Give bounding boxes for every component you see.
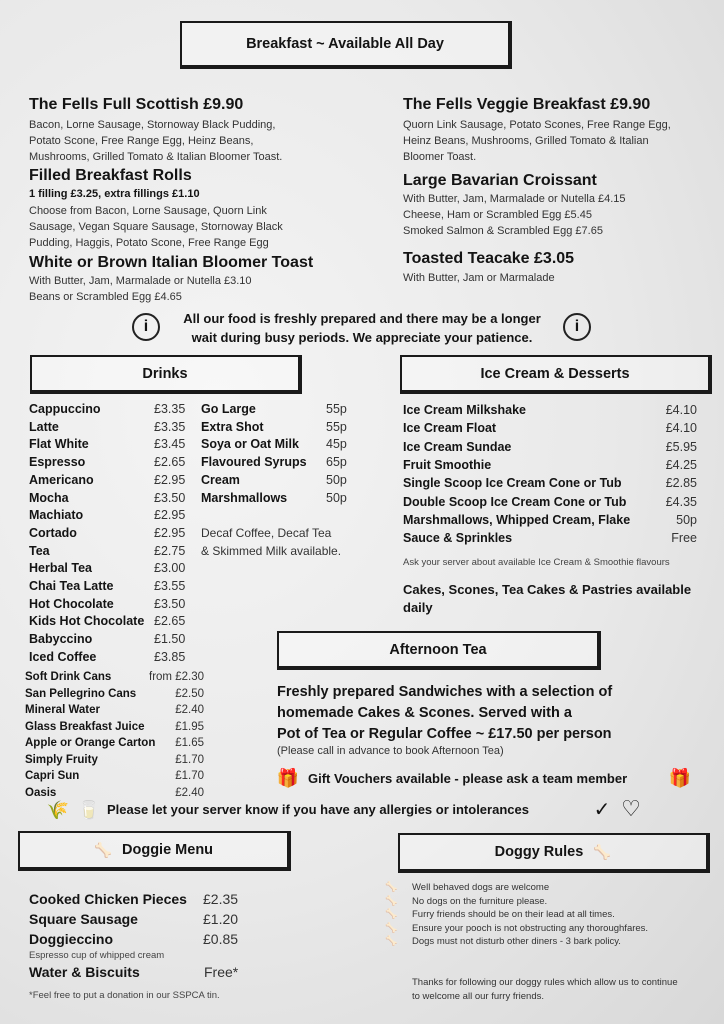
rules-thanks: Thanks for following our doggy rules which allow us to continue to welcome all our furry friends. <box>412 977 678 1002</box>
rule-text: No dogs on the furniture please. <box>412 895 548 907</box>
menu-row <box>201 454 347 472</box>
item-name: Latte <box>29 419 59 434</box>
menu-row <box>29 490 186 508</box>
item-price: £3.00 <box>154 561 186 576</box>
item-price: £1.95 <box>175 720 204 733</box>
item-price: £2.40 <box>175 704 204 716</box>
item-price: £3.45 <box>154 437 186 452</box>
item-desc: Choose from Bacon, Lorne Sausage, Quorn Link Sausage, Vegan Square Sausage, Stornoway Black Pudding, Haggis, Potato Scone, Free Range Egg <box>29 205 283 249</box>
menu-row <box>29 525 186 543</box>
item-price: £2.65 <box>154 614 186 629</box>
item-name: Kids Hot Chocolate <box>29 614 145 629</box>
menu-row <box>201 436 347 454</box>
item-name: Herbal Tea <box>29 561 92 576</box>
item-title: Toasted Teacake £3.05 <box>403 250 575 267</box>
menu-row <box>29 578 186 596</box>
menu-row <box>201 490 347 508</box>
menu-row <box>29 472 186 490</box>
item-name: Mineral Water <box>25 704 100 716</box>
item-price: £2.40 <box>175 786 204 799</box>
menu-row <box>29 909 239 929</box>
item-name: Cortado <box>29 525 77 540</box>
menu-row <box>201 401 347 419</box>
item-name: San Pellegrino Cans <box>25 687 137 700</box>
item-price: £3.50 <box>154 596 186 611</box>
item-price: £4.10 <box>665 421 697 436</box>
item-price: £1.70 <box>175 770 204 782</box>
item-price: £3.50 <box>154 490 186 505</box>
item-name: Marshmallows <box>201 490 288 505</box>
flavours-note: Ask your server about available Ice Cream & Smoothie flavours <box>403 557 670 568</box>
info-icon: i <box>132 313 160 341</box>
item-name: Square Sausage <box>29 911 138 927</box>
item-price: 55p <box>326 402 347 416</box>
item-price: 55p <box>326 419 347 434</box>
item-price: 1 filling £3.25, extra fillings £1.10 <box>29 188 200 200</box>
item-title: Filled Breakfast Rolls <box>29 167 192 184</box>
menu-row <box>29 889 239 909</box>
gift-icon: 🎁 <box>276 767 300 788</box>
afternoon-tea-note: (Please call in advance to book Afternoon Tea) <box>277 745 504 757</box>
item-price: £1.50 <box>154 632 186 647</box>
doggieccino-note: Espresso cup of whipped cream <box>29 950 165 961</box>
item-price: £3.35 <box>154 402 186 416</box>
rule-text: Dogs must not disturb other diners - 3 bark policy. <box>412 936 621 947</box>
item-price: £2.50 <box>175 687 204 700</box>
dairy-free-icon: 🥛 <box>77 799 101 820</box>
item-price: £3.55 <box>154 579 186 593</box>
item-name: Single Scoop Ice Cream Cone or Tub <box>403 476 622 491</box>
item-price: 50p <box>326 472 347 487</box>
item-price: from £2.30 <box>149 671 204 683</box>
item-name: Espresso <box>29 455 86 470</box>
item-name: Fruit Smoothie <box>403 457 492 472</box>
item-price: £2.35 <box>203 891 239 907</box>
item-name: Ice Cream Sundae <box>403 439 512 454</box>
item-name: Go Large <box>201 402 256 416</box>
item-price: 50p <box>326 490 347 505</box>
item-price: £2.95 <box>154 508 186 523</box>
item-name: Soya or Oat Milk <box>201 437 299 452</box>
rule-item <box>385 882 550 893</box>
menu-row <box>29 401 186 419</box>
item-price: £2.85 <box>665 476 697 491</box>
menu-row <box>29 454 186 472</box>
item-name: Ice Cream Float <box>403 421 497 436</box>
item-price: £2.95 <box>154 472 186 487</box>
item-price: 45p <box>326 437 347 452</box>
item-price: £2.95 <box>154 525 186 540</box>
item-name: Glass Breakfast Juice <box>25 720 145 733</box>
item-name: Simply Fruity <box>25 753 98 766</box>
vegan-icon: ✓ <box>593 798 611 821</box>
item-name: Sauce & Sprinkles <box>403 531 513 546</box>
item-title: White or Brown Italian Bloomer Toast <box>29 254 314 271</box>
item-title: Large Bavarian Croissant <box>403 172 597 189</box>
allergy-notice: Please let your server know if you have any allergies or intolerances <box>107 802 529 817</box>
menu-row <box>201 419 347 437</box>
item-name: Flavoured Syrups <box>201 455 307 470</box>
rule-item <box>385 936 621 947</box>
menu-row <box>29 596 186 614</box>
icecream-header: Ice Cream & Desserts <box>400 355 712 394</box>
item-desc: Bacon, Lorne Sausage, Stornoway Black Pudding, Potato Scone, Free Range Egg, Heinz Beans, Mushrooms, Grilled Tomato & Italian Bloomer Toast. <box>29 119 283 163</box>
menu-row <box>29 507 186 525</box>
menu-row <box>201 472 347 490</box>
menu-row <box>29 929 239 949</box>
item-name: Iced Coffee <box>29 649 97 664</box>
rule-item <box>385 909 615 920</box>
item-title: The Fells Veggie Breakfast £9.90 <box>403 96 651 113</box>
rule-item <box>385 895 548 907</box>
menu-row <box>29 649 186 667</box>
menu-row <box>29 543 186 561</box>
item-name: Doggieccino <box>29 931 114 947</box>
sspca-note: *Feel free to put a donation in our SSPCA tin. <box>29 990 220 1001</box>
item-name: Cappuccino <box>29 402 101 416</box>
bone-icon: 🦴 <box>385 909 398 920</box>
menu-row <box>29 419 186 437</box>
gift-icon: 🎁 <box>668 767 692 788</box>
gift-voucher-note: Gift Vouchers available - please ask a team member <box>308 771 628 786</box>
bone-icon: 🦴 <box>385 922 398 934</box>
item-price: 50p <box>676 512 697 527</box>
item-price: £1.70 <box>175 753 204 766</box>
bone-icon: 🦴 <box>385 895 398 907</box>
item-name: Marshmallows, Whipped Cream, Flake <box>403 512 631 527</box>
menu-row <box>29 613 186 631</box>
item-title: The Fells Full Scottish £9.90 <box>29 96 244 113</box>
item-name: Oasis <box>25 786 57 799</box>
item-price: Free <box>671 531 697 546</box>
wait-notice: All our food is freshly prepared and there may be a longer wait during busy periods. We appreciate your patience. <box>183 311 541 345</box>
item-price: £3.85 <box>154 649 186 664</box>
menu-row <box>29 560 186 578</box>
bone-icon: 🦴 <box>593 844 612 861</box>
item-price: £1.65 <box>175 737 204 749</box>
item-name: Machiato <box>29 508 84 523</box>
item-name: Apple or Orange Carton <box>25 737 156 749</box>
item-price: £1.20 <box>203 911 239 927</box>
cakes-note: Cakes, Scones, Tea Cakes & Pastries available daily <box>403 582 692 615</box>
item-price: 65p <box>326 455 347 470</box>
item-name: Americano <box>29 472 94 487</box>
item-price: £2.75 <box>154 543 186 558</box>
item-price: £4.25 <box>665 457 697 472</box>
item-price: £5.95 <box>665 439 697 454</box>
item-name: Flat White <box>29 437 89 452</box>
item-price: £0.85 <box>203 931 239 947</box>
item-name: Soft Drink Cans <box>25 671 112 683</box>
item-name: Extra Shot <box>201 419 264 434</box>
menu-row <box>29 631 186 649</box>
breakfast-header <box>180 21 512 69</box>
afternoon-tea-desc: Freshly prepared Sandwiches with a selection of homemade Cakes & Scones. Served with a Pot of Tea or Regular Coffee ~ £17.50 per person <box>277 684 613 742</box>
item-name: Cream <box>201 472 240 487</box>
item-desc: Quorn Link Sausage, Potato Scones, Free Range Egg, Heinz Beans, Mushrooms, Grilled Tomato & Italian Bloomer Toast. <box>403 119 671 163</box>
menu-row <box>29 436 186 454</box>
item-price: £4.10 <box>665 403 697 417</box>
item-price: £2.65 <box>154 455 186 470</box>
drinks-header: Drinks <box>30 355 302 394</box>
item-price: £4.35 <box>665 494 697 509</box>
section-title: Breakfast ~ Available All Day <box>246 36 444 52</box>
item-name: Double Scoop Ice Cream Cone or Tub <box>403 494 627 509</box>
item-desc: With Butter, Jam, Marmalade or Nutella £4.15 Cheese, Ham or Scrambled Egg £5.45 Smoked Salmon & Scrambled Egg £7.65 <box>403 193 626 237</box>
rule-text: Furry friends should be on their lead at all times. <box>412 909 615 920</box>
rule-text: Ensure your pooch is not obstructing any thoroughfares. <box>412 922 649 934</box>
item-name: Capri Sun <box>25 770 80 782</box>
item-desc: With Butter, Jam, Marmalade or Nutella £3.10 Beans or Scrambled Egg £4.65 <box>29 275 252 303</box>
item-desc: With Butter, Jam or Marmalade <box>403 272 555 284</box>
gluten-free-icon: 🌾 <box>46 799 70 820</box>
doggy-rules-header: Doggy Rules 🦴 <box>398 833 710 873</box>
rule-item <box>385 922 649 934</box>
bone-icon: 🦴 <box>93 842 113 859</box>
heart-icon: ♡ <box>621 796 641 821</box>
doggie-menu-header: 🦴 Doggie Menu <box>18 831 291 871</box>
bone-icon: 🦴 <box>385 882 398 893</box>
rule-text: Well behaved dogs are welcome <box>412 882 550 893</box>
item-name: Ice Cream Milkshake <box>403 403 526 417</box>
info-icon: i <box>563 313 591 341</box>
item-name: Chai Tea Latte <box>29 579 114 593</box>
item-name: Tea <box>29 543 50 558</box>
item-price: £3.35 <box>154 419 186 434</box>
item-name: Babyccino <box>29 632 93 647</box>
bone-icon: 🦴 <box>385 936 398 947</box>
decaf-note: Decaf Coffee, Decaf Tea & Skimmed Milk available. <box>201 526 342 558</box>
item-name: Mocha <box>29 490 69 505</box>
item-name: Hot Chocolate <box>29 596 114 611</box>
afternoon-tea-header: Afternoon Tea <box>277 631 601 670</box>
item-name: Cooked Chicken Pieces <box>29 891 187 907</box>
water-row: Water & Biscuits Free* <box>29 964 239 980</box>
